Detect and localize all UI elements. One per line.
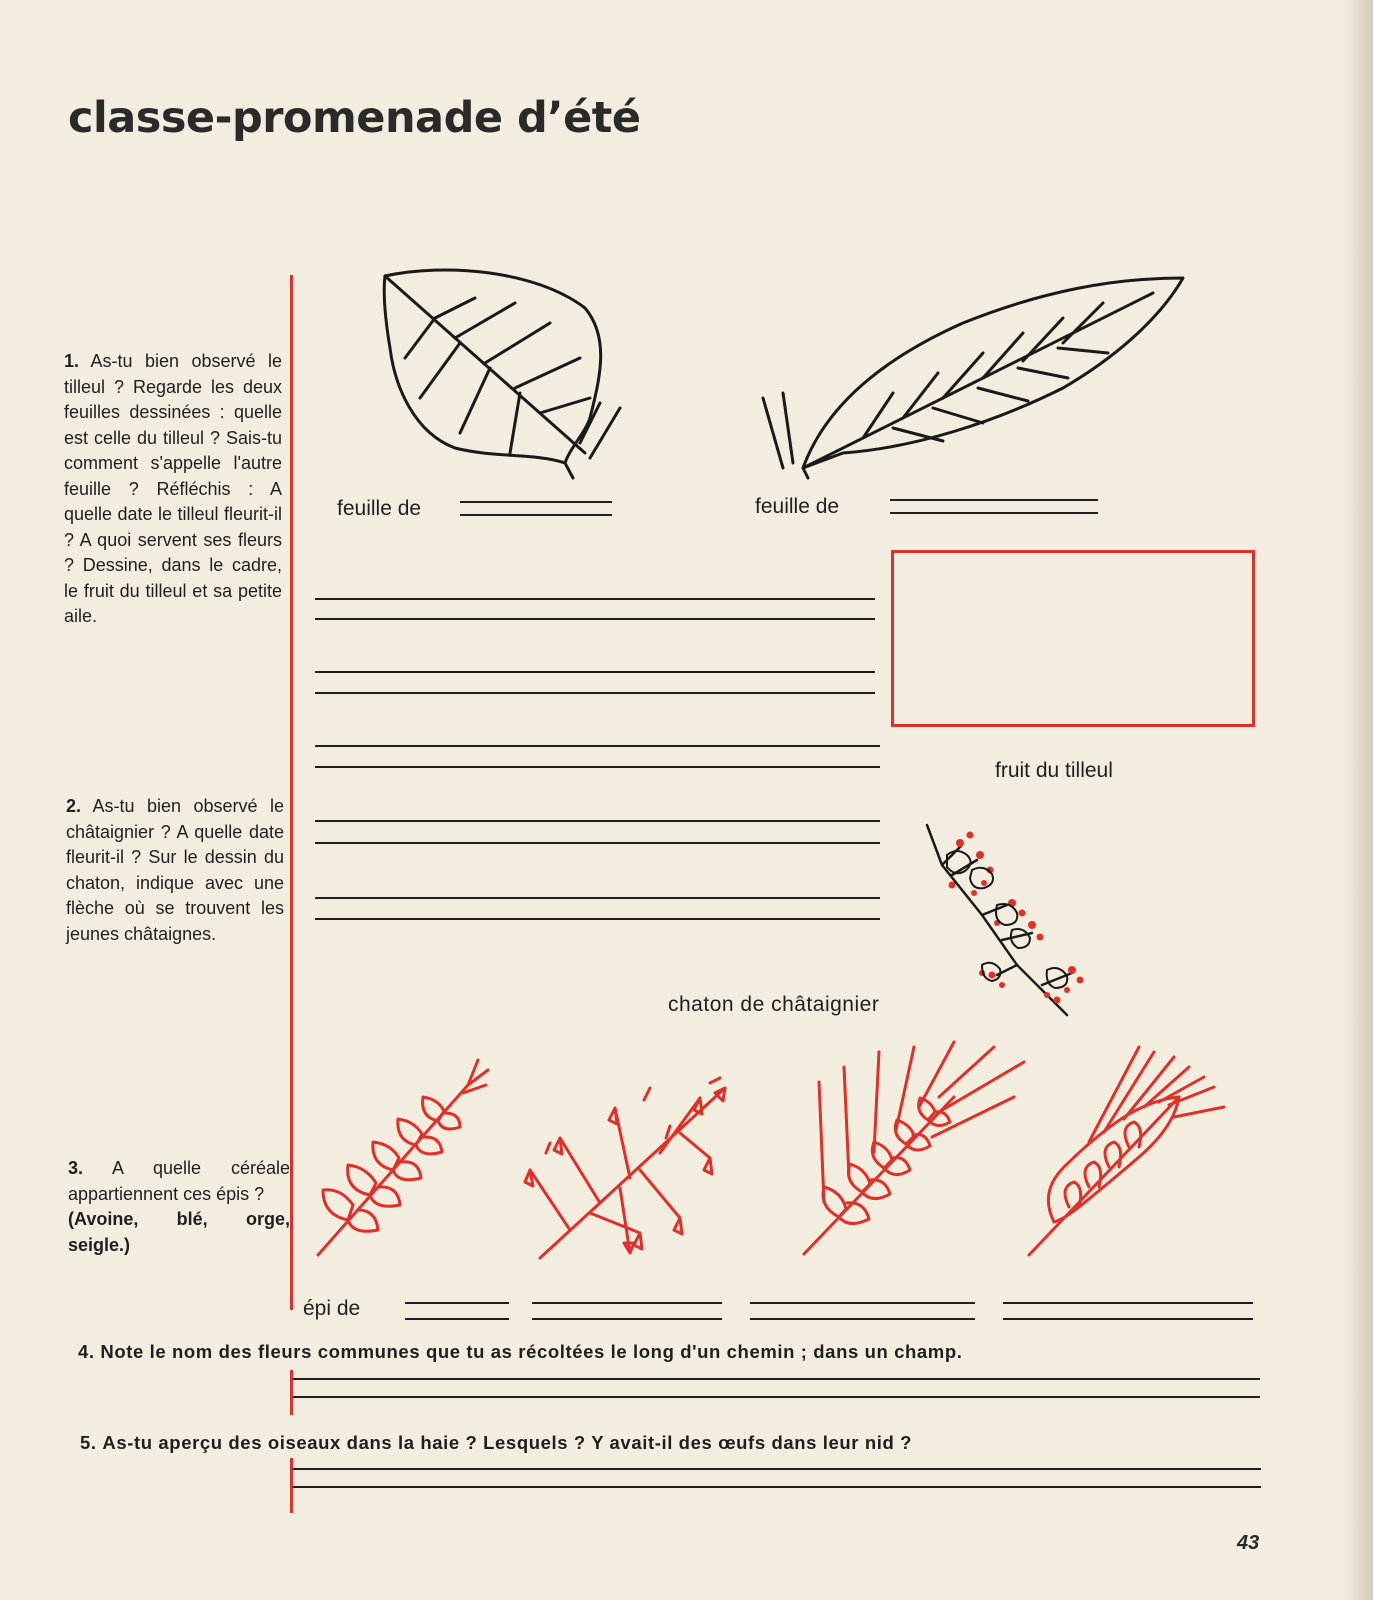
- question-text: As-tu aperçu des oiseaux dans la haie ? Lesquels ? Y avait-il des œufs dans leur nid ?: [102, 1432, 913, 1453]
- page-number: 43: [1237, 1532, 1260, 1554]
- linden-leaf-icon: [375, 268, 635, 483]
- question-number: 2.: [66, 796, 82, 816]
- wheat-ear-icon: [318, 1055, 493, 1260]
- answer-line[interactable]: [315, 918, 880, 920]
- answer-line[interactable]: [315, 671, 875, 673]
- question-number: 5.: [80, 1432, 97, 1453]
- answer-line[interactable]: [315, 820, 880, 822]
- question-number: 1.: [64, 351, 80, 371]
- question-number: 3.: [68, 1158, 84, 1178]
- question-text: As-tu bien observé le tilleul ? Regarde les deux feuilles dessinées : quelle est celle du tilleul ? Sais-tu comment s'appelle l'autre feuille ? Réfléchis : A quelle date le tilleul fleurit-il ? A quoi servent ses fleurs ? Dessine, dans le cadre, le fruit du tilleul et sa petite aile.: [64, 351, 282, 626]
- barley-ear-icon: [804, 1042, 1029, 1257]
- answer-line[interactable]: [293, 1378, 1260, 1380]
- answer-line[interactable]: [1003, 1302, 1253, 1304]
- answer-line[interactable]: [315, 842, 880, 844]
- answer-line[interactable]: [293, 1468, 1261, 1470]
- answer-line[interactable]: [315, 618, 875, 620]
- answer-line[interactable]: [293, 1486, 1261, 1488]
- answer-line[interactable]: [532, 1318, 722, 1320]
- answer-line[interactable]: [315, 598, 875, 600]
- answer-line: [460, 501, 612, 503]
- red-margin-line-q4: [290, 1370, 293, 1415]
- question-5: [80, 1432, 912, 1454]
- answer-line[interactable]: [750, 1302, 975, 1304]
- answer-line[interactable]: [750, 1318, 975, 1320]
- question-text: A quelle céréale appartiennent ces épis ?: [68, 1158, 290, 1204]
- question-number: 4.: [78, 1341, 95, 1362]
- answer-line[interactable]: [405, 1318, 509, 1320]
- fruit-drawing-frame[interactable]: [891, 550, 1255, 727]
- answer-line[interactable]: [293, 1396, 1260, 1398]
- answer-line[interactable]: [315, 745, 880, 747]
- answer-line[interactable]: [405, 1302, 509, 1304]
- page-edge-shadow: [1343, 0, 1373, 1600]
- chestnut-catkin-icon: [922, 825, 1122, 1015]
- chestnut-leaf-icon: [763, 273, 1183, 483]
- question-text: As-tu bien observé le châtaignier ? A quelle date fleurit-il ? Sur le dessin du chaton, indique avec une flèche où se trouvent les jeunes châtaignes.: [66, 796, 284, 944]
- cereal-hint: (Avoine, blé, orge, seigle.): [68, 1209, 290, 1255]
- chaton-caption: chaton de châtaignier: [668, 993, 880, 1016]
- red-margin-line: [290, 275, 293, 1310]
- answer-line[interactable]: [315, 692, 875, 694]
- question-2: [66, 794, 284, 947]
- fruit-caption: fruit du tilleul: [995, 759, 1113, 782]
- page-title: classe-promenade d’été: [68, 93, 641, 143]
- answer-line: [890, 512, 1098, 514]
- answer-line[interactable]: [315, 897, 880, 899]
- question-1: [64, 349, 282, 630]
- rye-ear-icon: [1029, 1047, 1229, 1257]
- answer-line[interactable]: [315, 766, 880, 768]
- oat-panicle-icon: [520, 1078, 735, 1260]
- answer-line[interactable]: [1003, 1318, 1253, 1320]
- question-text: Note le nom des fleurs communes que tu as récoltées le long d'un chemin ; dans un champ.: [100, 1341, 963, 1362]
- answer-line: [890, 499, 1098, 501]
- epi-label: épi de: [303, 1297, 361, 1320]
- answer-line[interactable]: [532, 1302, 722, 1304]
- question-4: [78, 1341, 963, 1363]
- leaf-label-left: feuille de: [337, 497, 422, 520]
- answer-line: [460, 514, 612, 516]
- question-3: [68, 1156, 290, 1258]
- leaf-label-right: feuille de: [755, 495, 840, 518]
